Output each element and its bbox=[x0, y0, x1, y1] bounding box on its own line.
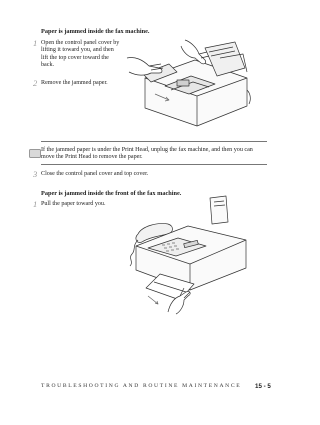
page-number: 15 - 5 bbox=[255, 383, 271, 390]
fax-open-cover-illustration bbox=[125, 38, 255, 130]
fax-pull-paper-illustration bbox=[128, 196, 252, 314]
step-number: 1 bbox=[33, 38, 38, 48]
step-number: 3 bbox=[33, 169, 38, 179]
step-text: Remove the jammed paper. bbox=[41, 80, 108, 86]
section-heading-fax-jam: Paper is jammed inside the fax machine. bbox=[41, 28, 150, 35]
step-text: Close the control panel cover and top cover. bbox=[41, 171, 149, 177]
step-text: Pull the paper toward you. bbox=[41, 201, 106, 207]
step-text: Open the control panel cover by lifting it toward you, and then lift the top cover toward the back. bbox=[41, 40, 120, 69]
footer-chapter-title: TROUBLESHOOTING AND ROUTINE MAINTENANCE bbox=[41, 383, 242, 389]
step-number: 1 bbox=[33, 199, 38, 209]
note-bottom-rule bbox=[41, 164, 267, 165]
section-heading-front-jam: Paper is jammed inside the front of the fax machine. bbox=[41, 190, 182, 197]
step-number: 2 bbox=[33, 78, 38, 88]
note-text: If the jammed paper is under the Print Head, unplug the fax machine, and then you can move the Print Head to remove the paper. bbox=[41, 147, 253, 161]
note-top-rule bbox=[41, 141, 267, 142]
note-icon bbox=[29, 149, 41, 158]
